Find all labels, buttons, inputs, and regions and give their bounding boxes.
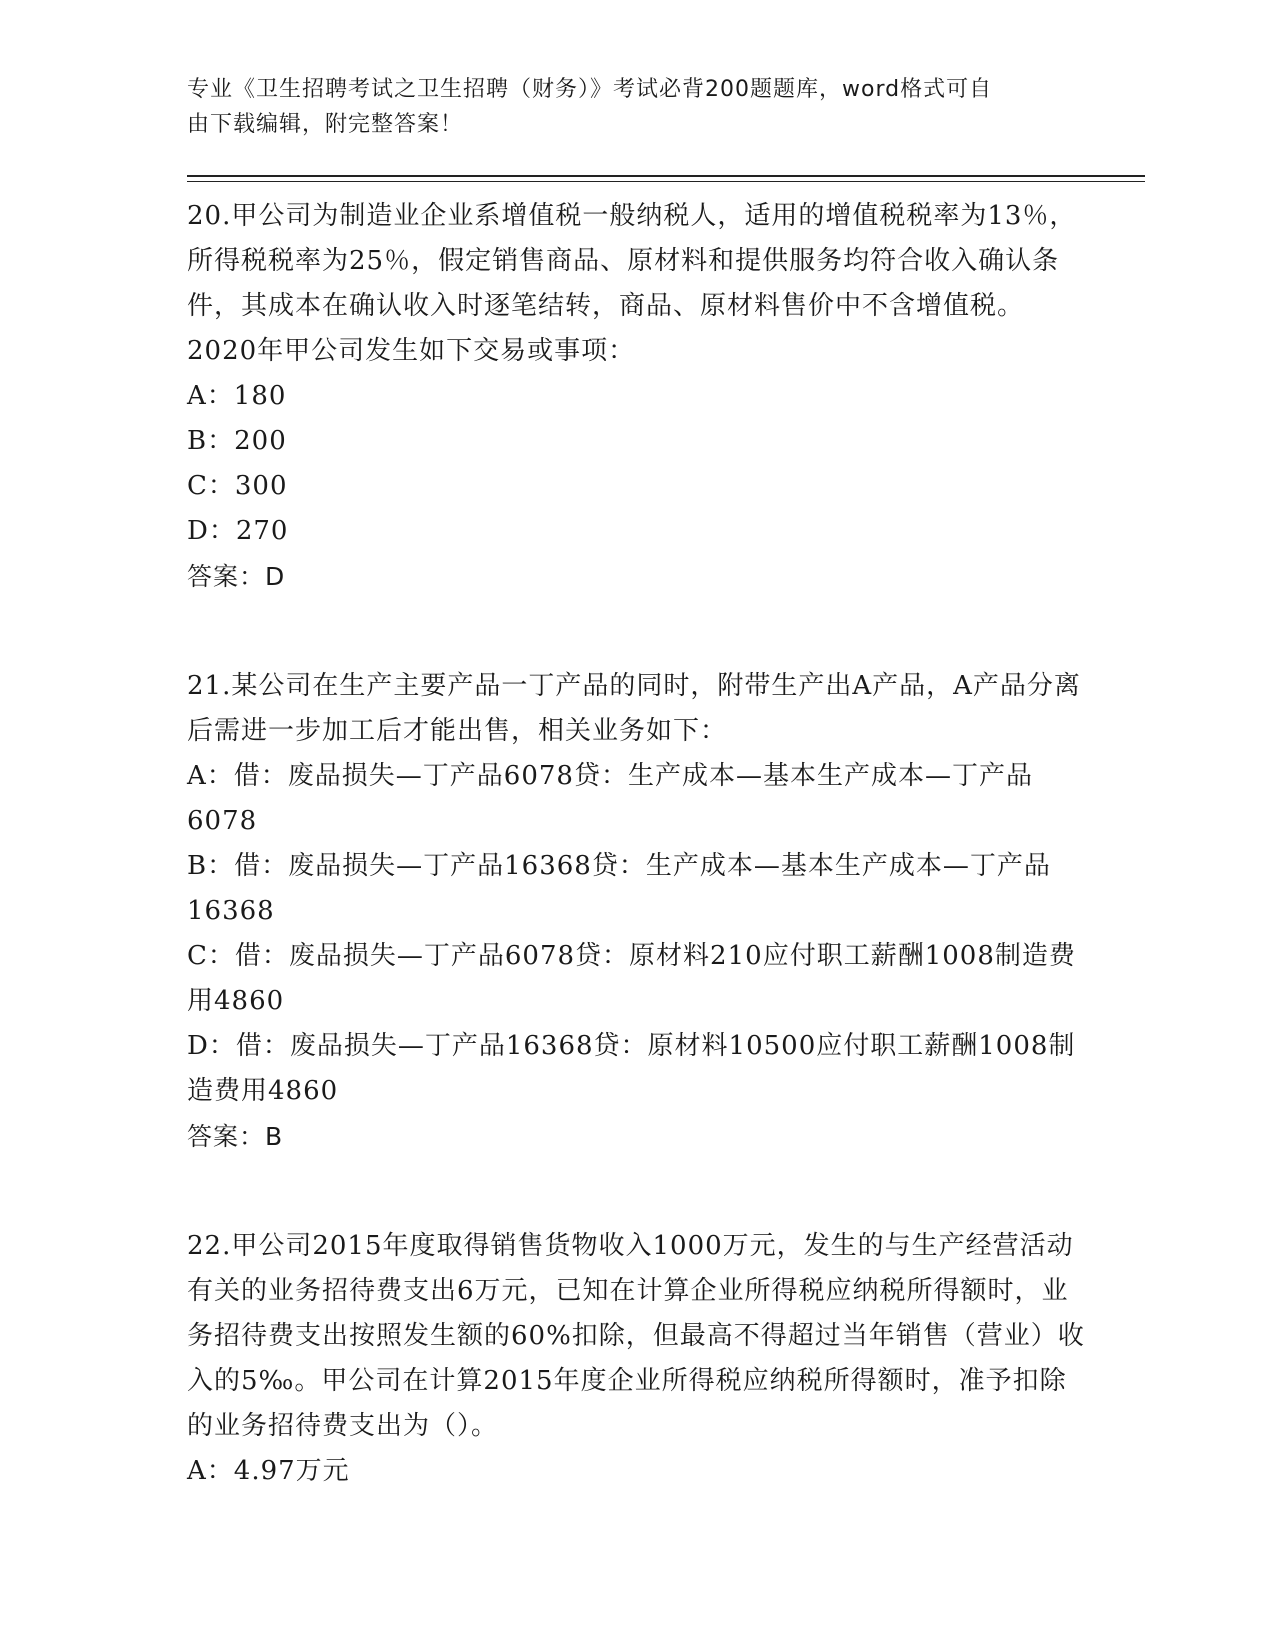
option-d: D：借：废品损失—丁产品16368贷：原材料10500应付职工薪酬1008制造费用4860 <box>187 1031 1076 1106</box>
option-b: B：200 <box>187 426 287 456</box>
option-c: C：300 <box>187 471 288 501</box>
header-rule-thick <box>187 175 1145 177</box>
option-d: D：270 <box>187 516 289 546</box>
option-c: C：借：废品损失—丁产品6078贷：原材料210应付职工薪酬1008制造费用4860 <box>187 941 1076 1016</box>
question-block-20 <box>187 194 1087 599</box>
question-gap <box>187 599 1087 644</box>
header-line-1: 专业《卫生招聘考试之卫生招聘（财务）》考试必背200题题库，word格式可自 <box>187 77 993 102</box>
option-a: A：借：废品损失—丁产品6078贷：生产成本—基本生产成本—丁产品6078 <box>187 761 1033 836</box>
question-text: 21.某公司在生产主要产品一丁产品的同时，附带生产出A产品，A产品分离后需进一步加工后才能出售，相关业务如下： <box>187 671 1081 746</box>
option-a: A：4.97万元 <box>187 1456 350 1486</box>
question-gap <box>187 644 1087 664</box>
option-b: B：借：废品损失—丁产品16368贷：生产成本—基本生产成本—丁产品16368 <box>187 851 1051 926</box>
question-text: 20.甲公司为制造业企业系增值税一般纳税人，适用的增值税税率为13％，所得税税率为25％，假定销售商品、原材料和提供服务均符合收入确认条件，其成本在确认收入时逐笔结转，商品、原材料售价中不含增值税。2020年甲公司发生如下交易或事项： <box>187 201 1077 366</box>
header-line-2: 由下载编辑，附完整答案！ <box>187 112 464 137</box>
answer-line: 答案：B <box>187 1122 284 1151</box>
document-header <box>187 72 1067 142</box>
option-a: A：180 <box>187 381 287 411</box>
header-rule-thin <box>187 181 1145 182</box>
question-text: 22.甲公司2015年度取得销售货物收入1000万元，发生的与生产经营活动有关的业务招待费支出6万元，已知在计算企业所得税应纳税所得额时，业务招待费支出按照发生额的60%扣除，但最高不得超过当年销售（营业）收入的5‰。甲公司在计算2015年度企业所得税应纳税所得额时，准予扣除的业务招待费支出为（）。 <box>187 1231 1085 1441</box>
question-block-21 <box>187 664 1087 1159</box>
question-list <box>187 194 1087 1494</box>
question-block-22 <box>187 1224 1087 1494</box>
question-gap <box>187 1204 1087 1224</box>
answer-line: 答案：D <box>187 562 286 591</box>
question-gap <box>187 1159 1087 1204</box>
